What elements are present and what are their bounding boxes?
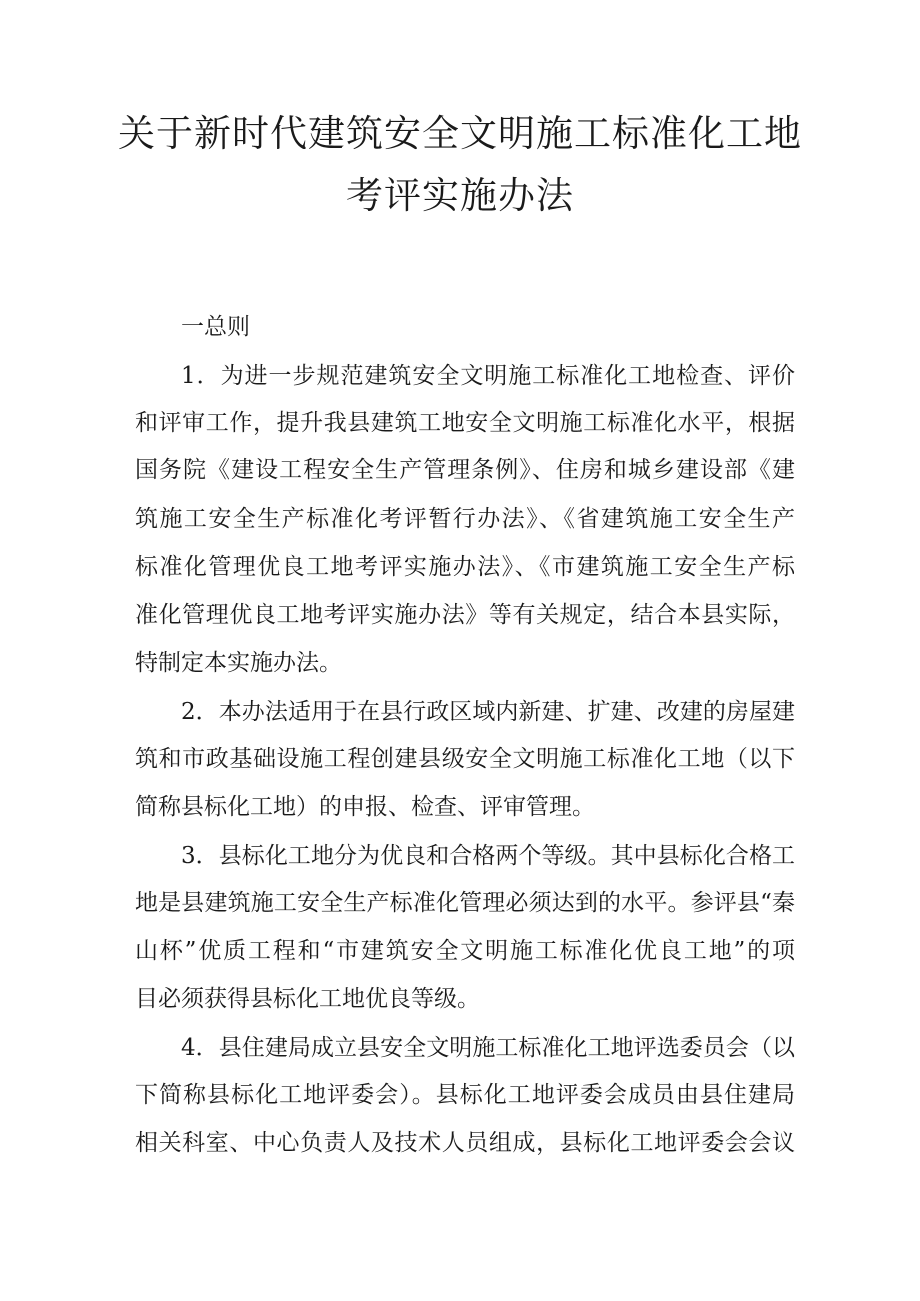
document-title-line-1: 关于新时代建筑安全文明施工标准化工地 <box>118 112 802 155</box>
paragraph-4-line-2: 下简称县标化工地评委会）。县标化工地评委会成员由县住建局 <box>135 1082 795 1108</box>
paragraph-3-line-1: 3．县标化工地分为优良和合格两个等级。其中县标化合格工 <box>181 843 795 869</box>
section-heading: 一总则 <box>181 314 250 340</box>
paragraph-4-line-1: 4．县住建局成立县安全文明施工标准化工地评选委员会（以 <box>181 1035 795 1061</box>
paragraph-1-line-4: 筑施工安全生产标准化考评暂行办法》、《省建筑施工安全生产 <box>135 506 795 532</box>
paragraph-2-line-1: 2．本办法适用于在县行政区域内新建、扩建、改建的房屋建 <box>181 699 795 725</box>
paragraph-1-line-6: 准化管理优良工地考评实施办法》等有关规定，结合本县实际， <box>135 602 795 628</box>
paragraph-1-line-7: 特制定本实施办法。 <box>135 650 342 676</box>
document-title-line-2: 考评实施办法 <box>346 174 574 217</box>
paragraph-3-line-4: 目必须获得县标化工地优良等级。 <box>135 986 480 1012</box>
paragraph-3-line-3: 山杯”优质工程和“市建筑安全文明施工标准化优良工地”的项 <box>135 938 795 964</box>
paragraph-1-line-5: 标准化管理优良工地考评实施办法》、《市建筑施工安全生产标 <box>135 554 795 580</box>
paragraph-3-line-2: 地是县建筑施工安全生产标准化管理必须达到的水平。参评县“秦 <box>135 890 795 916</box>
paragraph-2-line-3: 简称县标化工地）的申报、检查、评审管理。 <box>135 794 595 820</box>
paragraph-2-line-2: 筑和市政基础设施工程创建县级安全文明施工标准化工地（以下 <box>135 746 795 772</box>
paragraph-1-line-2: 和评审工作，提升我县建筑工地安全文明施工标准化水平，根据 <box>135 410 795 436</box>
paragraph-4-line-3: 相关科室、中心负责人及技术人员组成，县标化工地评委会会议 <box>135 1130 795 1156</box>
paragraph-1-line-3: 国务院《建设工程安全生产管理条例》、住房和城乡建设部《建 <box>135 457 795 483</box>
paragraph-1-line-1: 1．为进一步规范建筑安全文明施工标准化工地检查、评价 <box>181 363 795 389</box>
